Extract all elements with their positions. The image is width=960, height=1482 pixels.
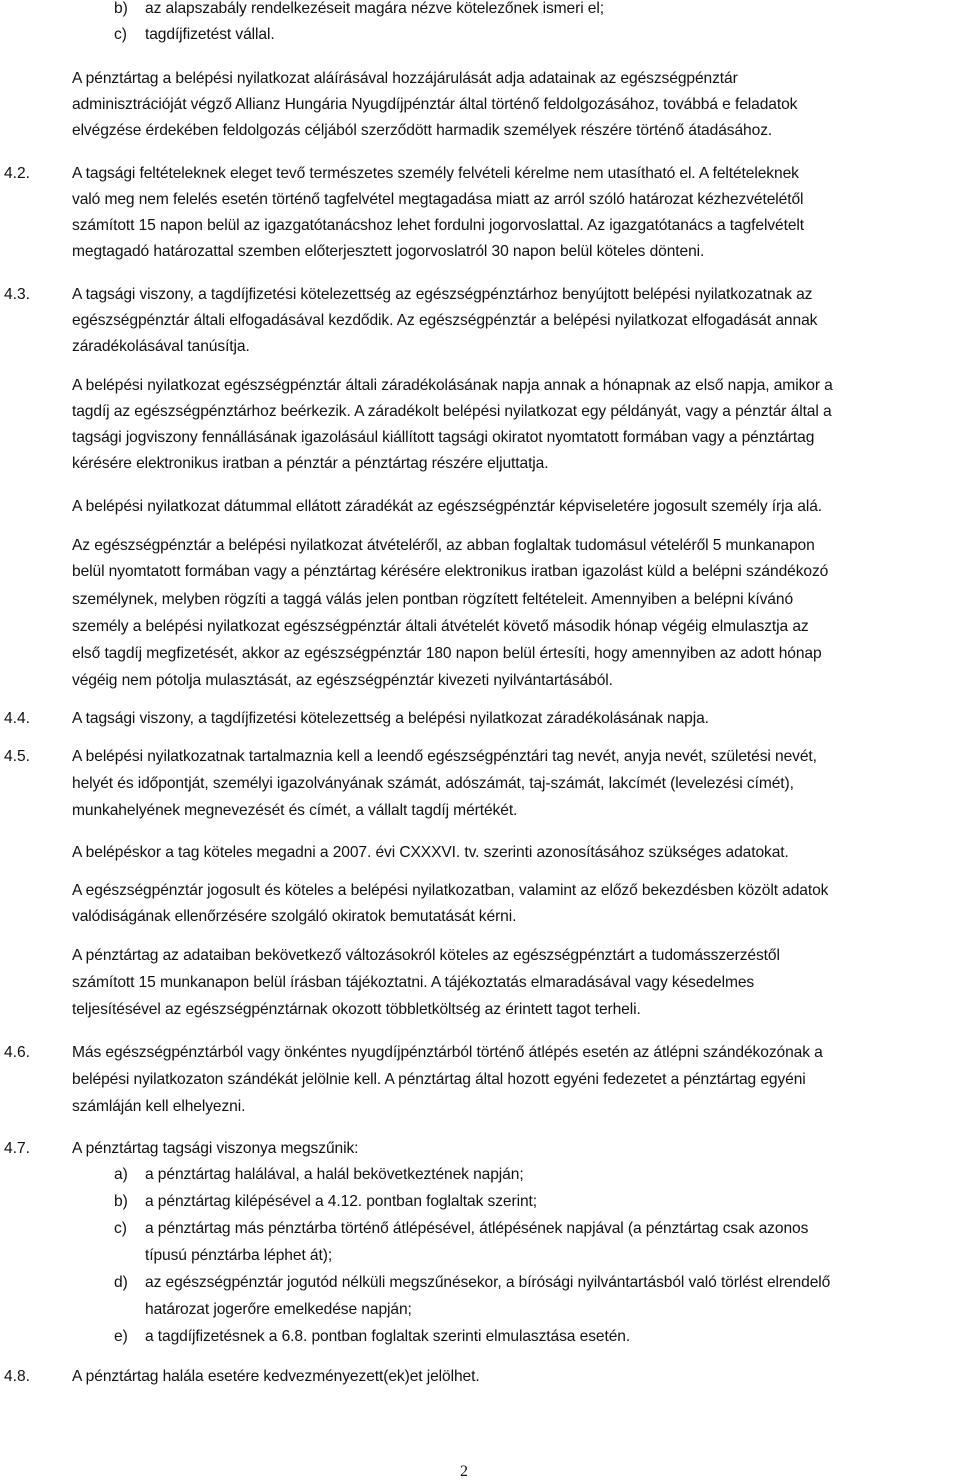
section-number-4-4: 4.4. (4, 710, 31, 727)
paragraph-line: A pénztártag a belépési nyilatkozat aláírásával hozzájárulását adja adatainak az egészségpénztár (72, 70, 738, 87)
list-item-line: típusú pénztárba léphet át); (145, 1247, 333, 1264)
section-number-4-2: 4.2. (4, 165, 31, 182)
paragraph-line: Más egészségpénztárból vagy önkéntes nyugdíjpénztárból történő átlépés esetén az átlépni szándékozónak a (72, 1044, 823, 1061)
paragraph-line: munkahelyének megnevezését és címét, a vállalt tagdíj mértékét. (72, 802, 518, 819)
paragraph-line: A pénztártag tagsági viszonya megszűnik: (72, 1140, 359, 1157)
paragraph-line: személynek, melyben rögzíti a taggá válás jelen pontban rögzített feltételeit. Amennyiben a belépni kívánó (72, 591, 794, 608)
paragraph-line: záradékolásával tanúsítja. (72, 338, 250, 355)
paragraph-line: teljesítésével az egészségpénztárnak okozott többletköltség az érintett tagot terheli. (72, 1001, 641, 1018)
paragraph-line: tagdíj az egészségpénztárhoz beérkezik. A záradékolt belépési nyilatkozat egy példányát, vagy a pénztár által a (72, 403, 832, 420)
paragraph-line: megtagadó határozattal szemben előterjesztett jogorvoslatról 30 napon belül köteles dönteni. (72, 243, 705, 260)
paragraph-line: A pénztártag az adataiban bekövetkező változásokról köteles az egészségpénztárt a tudomásszerzéstől (72, 947, 780, 964)
list-marker-b: b) (114, 0, 128, 17)
paragraph-line: való meg nem felelés esetén történő tagfelvétel megtagadása miatt az arról szóló határozat kézhezvételétől (72, 191, 804, 208)
paragraph-line: számláján kell elhelyezni. (72, 1098, 246, 1115)
list-item-line: a pénztártag halálával, a halál bekövetkeztének napján; (145, 1166, 524, 1183)
paragraph-line: adminisztrációját végző Allianz Hungária Nyugdíjpénztár által történő feldolgozásához, továbbá e feladatok (72, 96, 798, 113)
paragraph-line: Az egészségpénztár a belépési nyilatkozat átvételéről, az abban foglaltak tudomásul vételéről 5 munkanapon (72, 537, 815, 554)
list-marker-c: c) (114, 26, 127, 43)
list-item-b: az alapszabály rendelkezéseit magára nézve kötelezőnek ismeri el; (145, 0, 604, 17)
section-number-4-8: 4.8. (4, 1368, 31, 1385)
section-number-4-5: 4.5. (4, 748, 31, 765)
paragraph-line: A belépési nyilatkozat egészségpénztár általi záradékolásának napja annak a hónapnak az első napja, amikor a (72, 377, 833, 394)
paragraph-line: A belépési nyilatkozatnak tartalmaznia kell a leendő egészségpénztári tag nevét, anyja nevét, születési nevét, (72, 748, 817, 765)
list-marker-c: c) (114, 1220, 127, 1237)
section-number-4-3: 4.3. (4, 286, 31, 303)
list-marker-a: a) (114, 1166, 128, 1183)
paragraph-line: A egészségpénztár jogosult és köteles a belépési nyilatkozatban, valamint az előző bekezdésben közölt adatok (72, 882, 829, 899)
list-item-line: határozat jogerőre emelkedése napján; (145, 1301, 412, 1318)
paragraph-line: A tagsági feltételeknek eleget tevő természetes személy felvételi kérelme nem utasítható el. A feltételeknek (72, 165, 799, 182)
paragraph-line: számított 15 napon belül az igazgatótanácshoz lehet fordulni jogorvoslattal. Az igazgatótanács a tagfelvételt (72, 217, 805, 234)
list-marker-b: b) (114, 1193, 128, 1210)
paragraph-line: A pénztártag halála esetére kedvezményezett(ek)et jelölhet. (72, 1368, 480, 1385)
paragraph-line: A tagsági viszony, a tagdíjfizetési kötelezettség az egészségpénztárhoz benyújtott belépési nyilatkozatnak az (72, 286, 813, 303)
list-item-line: az egészségpénztár jogutód nélküli megszűnésekor, a bírósági nyilvántartásból való törlést elrendelő (145, 1274, 831, 1291)
section-number-4-7: 4.7. (4, 1140, 31, 1157)
paragraph-line: egészségpénztár általi elfogadásával kezdődik. Az egészségpénztár a belépési nyilatkozat elfogadását annak (72, 312, 818, 329)
list-marker-e: e) (114, 1328, 128, 1345)
paragraph-line: belépési nyilatkozaton szándékát jelölnie kell. A pénztártag által hozott egyéni fedezetet a pénztártag egyéni (72, 1071, 806, 1088)
paragraph-line: tagsági jogviszony fennállásának igazolásául kiállított tagsági okiratot nyomtatott formában vagy a pénztártag (72, 429, 815, 446)
list-item-line: a pénztártag más pénztárba történő átlépésével, átlépésének napjával (a pénztártag csak azonos (145, 1220, 809, 1237)
paragraph-line: végéig nem pótolja mulasztását, az egészségpénztár kivezeti nyilvántartásából. (72, 672, 613, 689)
list-item-c: tagdíjfizetést vállal. (145, 26, 275, 43)
paragraph-line: első tagdíj megfizetését, akkor az egészségpénztár 180 napon belül értesíti, hogy amennyiben az adott hónap (72, 645, 822, 662)
list-item-line: a pénztártag kilépésével a 4.12. pontban foglaltak szerint; (145, 1193, 538, 1210)
paragraph-line: A belépéskor a tag köteles megadni a 2007. évi CXXXVI. tv. szerinti azonosításához szükséges adatokat. (72, 844, 789, 861)
paragraph-line: valódiságának ellenőrzésére szolgáló okiratok bemutatását kérni. (72, 908, 517, 925)
paragraph-line: helyét és időpontját, személyi igazolványának számát, adószámát, taj-számát, lakcímét (levelezési címét), (72, 775, 794, 792)
section-number-4-6: 4.6. (4, 1044, 31, 1061)
paragraph-line: számított 15 munkanapon belül írásban tájékoztatni. A tájékoztatás elmaradásával vagy késedelmes (72, 974, 755, 991)
paragraph-line: kérésére elektronikus iratban a pénztár a pénztártag részére eljuttatja. (72, 455, 549, 472)
paragraph-line: személy a belépési nyilatkozat egészségpénztár általi átvételét követő második hónap végéig elmulasztja az (72, 618, 809, 635)
page-number: 2 (460, 1463, 468, 1480)
paragraph-line: elvégzése érdekében feldolgozás céljából szerződött harmadik személyek részére történő átadásához. (72, 122, 773, 139)
list-item-line: a tagdíjfizetésnek a 6.8. pontban foglaltak szerinti elmulasztása esetén. (145, 1328, 631, 1345)
list-marker-d: d) (114, 1274, 128, 1291)
paragraph-line: belül nyomtatott formában vagy a pénztártag kérésére elektronikus iratban igazolást küld a belépni szándékozó (72, 563, 829, 580)
paragraph-line: A tagsági viszony, a tagdíjfizetési kötelezettség a belépési nyilatkozat záradékolásának napja. (72, 710, 709, 727)
paragraph-line: A belépési nyilatkozat dátummal ellátott záradékát az egészségpénztár képviseletére jogosult személy írja alá. (72, 498, 823, 515)
